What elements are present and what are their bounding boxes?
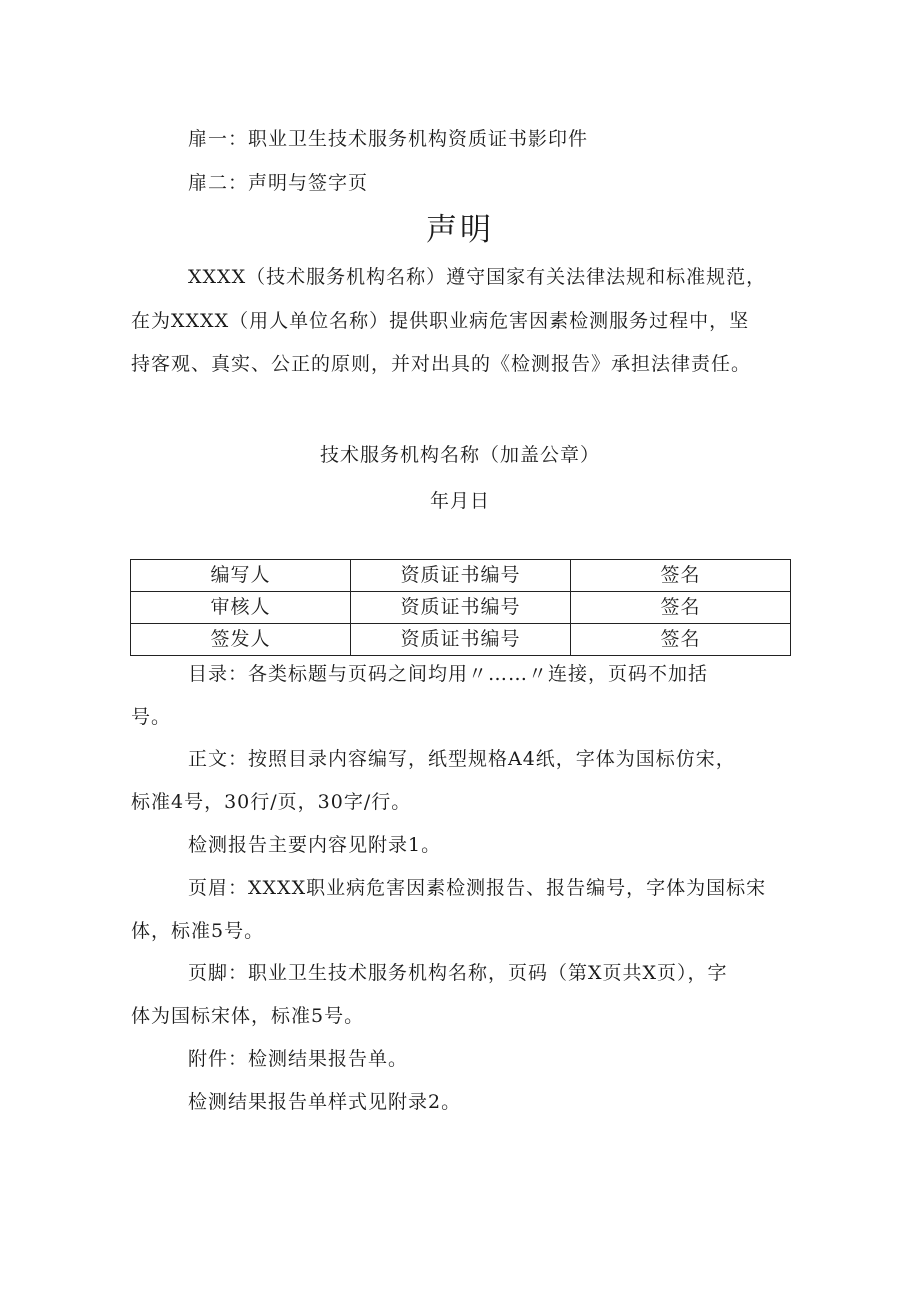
body-instruction-line-2: 标准4号，30行/页，30字/行。 — [131, 791, 412, 813]
table-cell-role: 编写人 — [131, 560, 351, 592]
toc-instruction-line-1: 目录：各类标题与页码之间均用〃……〃连接，页码不加括 — [188, 663, 709, 685]
table-cell-cert-number: 资质证书编号 — [351, 624, 571, 656]
content-reference: 检测报告主要内容见附录1。 — [188, 834, 442, 856]
table-cell-role: 审核人 — [131, 592, 351, 624]
signature-table — [130, 559, 791, 656]
declaration-title: 声明 — [426, 212, 494, 248]
header-instruction-line-1: 页眉：XXXX职业病危害因素检测报告、报告编号，字体为国标宋 — [188, 877, 767, 899]
attachment-item-2: 扉二：声明与签字页 — [188, 172, 369, 194]
body-instruction-line-1: 正文：按照目录内容编写，纸型规格A4纸，字体为国标仿宋， — [188, 748, 736, 770]
attachment-item-1: 扉一：职业卫生技术服务机构资质证书影印件 — [188, 128, 589, 150]
table-cell-signature: 签名 — [571, 624, 791, 656]
declaration-paragraph-line-1: XXXX（技术服务机构名称）遵守国家有关法律法规和标准规范， — [188, 266, 767, 288]
table-cell-signature: 签名 — [571, 592, 791, 624]
table-row — [131, 560, 791, 592]
annex-instruction: 附件：检测结果报告单。 — [188, 1048, 409, 1070]
footer-instruction-line-2: 体为国标宋体，标准5号。 — [131, 1005, 365, 1027]
table-cell-signature: 签名 — [571, 560, 791, 592]
annex-reference: 检测结果报告单样式见附录2。 — [188, 1091, 462, 1113]
declaration-paragraph-line-2: 在为XXXX（用人单位名称）提供职业病危害因素检测服务过程中，坚 — [131, 310, 750, 332]
table-cell-cert-number: 资质证书编号 — [351, 592, 571, 624]
header-instruction-line-2: 体，标准5号。 — [131, 920, 265, 942]
table-cell-role: 签发人 — [131, 624, 351, 656]
footer-instruction-line-1: 页脚：职业卫生技术服务机构名称，页码（第X页共X页），字 — [188, 962, 728, 984]
org-seal-line: 技术服务机构名称（加盖公章） — [319, 444, 600, 466]
toc-instruction-line-2: 号。 — [131, 706, 172, 728]
table-cell-cert-number: 资质证书编号 — [351, 560, 571, 592]
declaration-paragraph-line-3: 持客观、真实、公正的原则，并对出具的《检测报告》承担法律责任。 — [131, 353, 752, 375]
date-line: 年月日 — [429, 490, 490, 512]
table-row — [131, 592, 791, 624]
table-row — [131, 624, 791, 656]
